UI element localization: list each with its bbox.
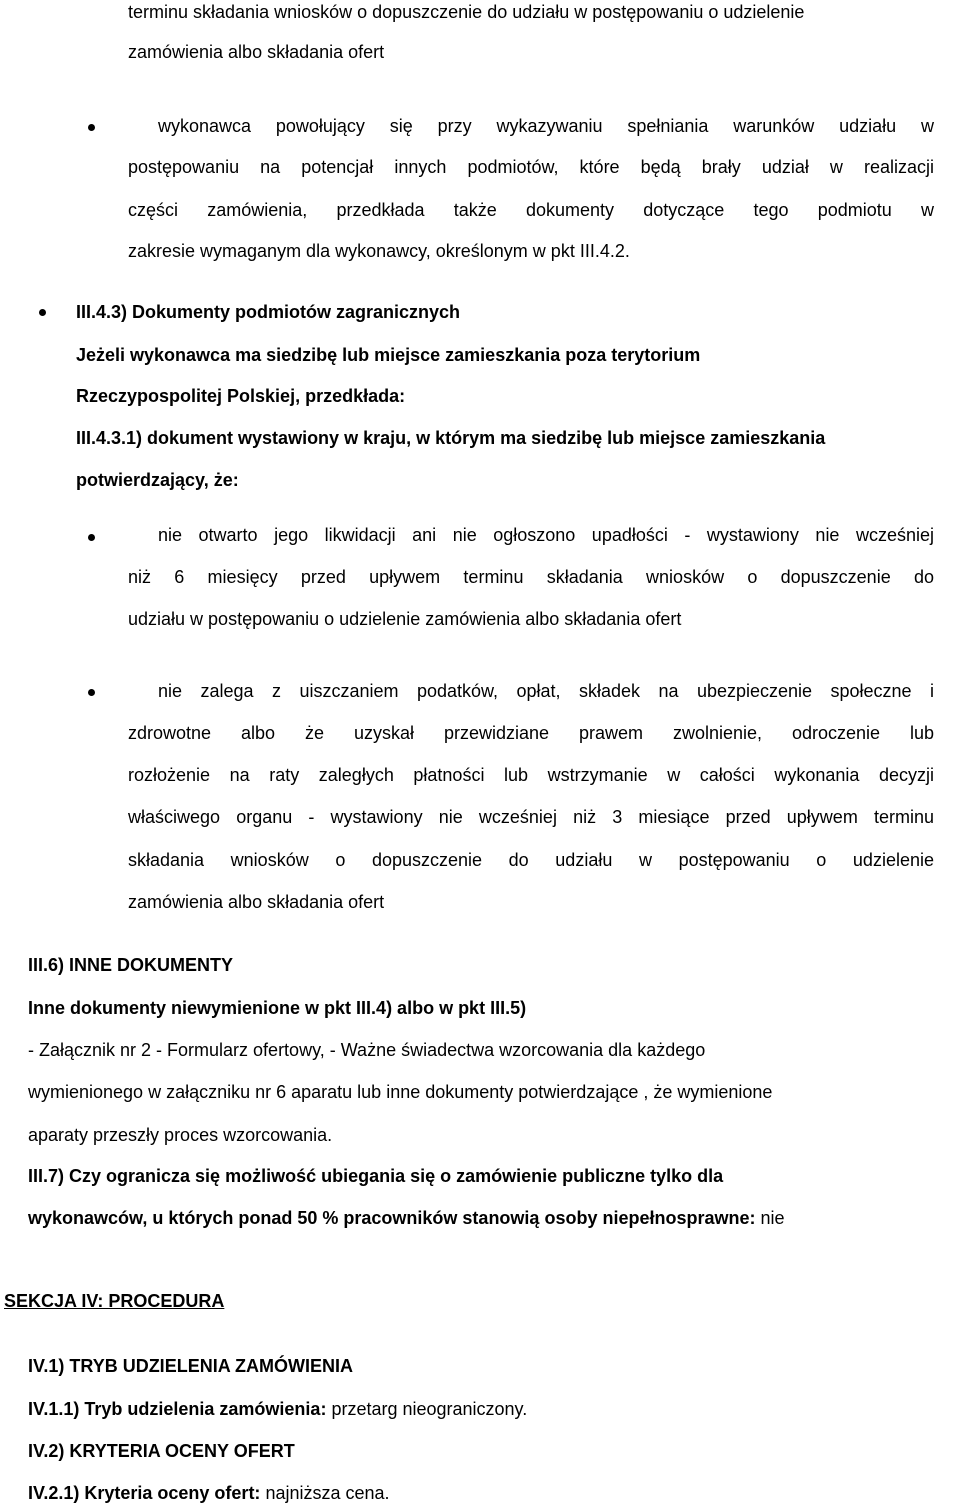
section-title-iv: SEKCJA IV: PROCEDURA bbox=[4, 1291, 225, 1311]
bullet-text-line: rozłożenie na raty zaległych płatności lub wstrzymanie w całości wykonania decyzji bbox=[128, 765, 934, 785]
heading-iv-2: IV.2) KRYTERIA OCENY OFERT bbox=[28, 1441, 295, 1461]
item-value: najniższa cena. bbox=[260, 1483, 390, 1503]
bullet-text-line: nie zalega z uiszczaniem podatków, opłat, składek na ubezpieczenie społeczne i bbox=[158, 681, 934, 701]
section-heading-iii-7: III.7) Czy ogranicza się możliwość ubiegania się o zamówienie publiczne tylko dla bbox=[28, 1166, 724, 1186]
item-iv-1-1 bbox=[28, 1398, 527, 1420]
item-iii-4-3-1-line-1: III.4.3.1) dokument wystawiony w kraju, w którym ma siedzibę lub miejsce zamieszkania bbox=[76, 428, 826, 448]
bullet-text-line: zamówienia albo składania ofert bbox=[128, 892, 385, 912]
continuation-text-line-1: terminu składania wniosków o dopuszczenie do udziału w postępowaniu o udzielenie bbox=[128, 2, 805, 22]
bullet-point-icon bbox=[88, 124, 95, 131]
bullet-point-icon bbox=[39, 309, 46, 316]
bullet-text-line: części zamówienia, przedkłada także dokumenty dotyczące tego podmiotu w bbox=[128, 200, 934, 220]
heading-iv-1: IV.1) TRYB UDZIELENIA ZAMÓWIENIA bbox=[28, 1356, 354, 1376]
item-label: IV.1.1) Tryb udzielenia zamówienia: bbox=[28, 1399, 327, 1419]
section-body-line: - Załącznik nr 2 - Formularz ofertowy, - Ważne świadectwa wzorcowania dla każdego bbox=[28, 1040, 706, 1060]
section-body-line: aparaty przeszły proces wzorcowania. bbox=[28, 1125, 333, 1145]
bullet-text-line: wykonawca powołujący się przy wykazywaniu spełniania warunków udziału w bbox=[158, 116, 934, 136]
bullet-text-line: nie otwarto jego likwidacji ani nie ogłoszono upadłości - wystawiony nie wcześniej bbox=[158, 525, 934, 545]
answer-value: nie bbox=[755, 1208, 785, 1228]
item-label: IV.2.1) Kryteria oceny ofert: bbox=[28, 1483, 261, 1503]
item-iii-4-3-1-line-2: potwierdzający, że: bbox=[76, 470, 239, 490]
item-iv-2-1 bbox=[28, 1482, 390, 1504]
section-heading-iii-4-3: III.4.3) Dokumenty podmiotów zagranicznych bbox=[76, 302, 461, 322]
bullet-text-line: niż 6 miesięcy przed upływem terminu składania wniosków o dopuszczenie do bbox=[128, 567, 934, 587]
bullet-text-line: postępowaniu na potencjał innych podmiotów, które będą brały udział w realizacji bbox=[128, 157, 934, 177]
bullet-point-icon bbox=[88, 534, 95, 541]
section-body-line: wymienionego w załączniku nr 6 aparatu lub inne dokumenty potwierdzające , że wymienione bbox=[28, 1082, 773, 1102]
bullet-text-line: zdrowotne albo że uzyskał przewidziane prawem zwolnienie, odroczenie lub bbox=[128, 723, 934, 743]
bullet-text-line: składania wniosków o dopuszczenie do udziału w postępowaniu o udzielenie bbox=[128, 850, 934, 870]
section-subheading-iii-6: Inne dokumenty niewymienione w pkt III.4) albo w pkt III.5) bbox=[28, 998, 527, 1018]
item-value: przetarg nieograniczony. bbox=[326, 1399, 528, 1419]
bullet-text-line: udziału w postępowaniu o udzielenie zamówienia albo składania ofert bbox=[128, 609, 682, 629]
continuation-text-line-2: zamówienia albo składania ofert bbox=[128, 42, 385, 62]
question-text: wykonawców, u których ponad 50 % pracowników stanowią osoby niepełnosprawne: bbox=[28, 1208, 756, 1228]
bullet-text-line: zakresie wymaganym dla wykonawcy, określonym w pkt III.4.2. bbox=[128, 241, 630, 261]
intro-text-line-1: Jeżeli wykonawca ma siedzibę lub miejsce zamieszkania poza terytorium bbox=[76, 345, 701, 365]
section-heading-iii-6: III.6) INNE DOKUMENTY bbox=[28, 955, 234, 975]
bullet-text-line: właściwego organu - wystawiony nie wcześniej niż 3 miesiące przed upływem terminu bbox=[128, 807, 934, 827]
intro-text-line-2: Rzeczypospolitej Polskiej, przedkłada: bbox=[76, 386, 406, 406]
section-iii-7-question bbox=[28, 1207, 785, 1229]
bullet-point-icon bbox=[88, 689, 95, 696]
